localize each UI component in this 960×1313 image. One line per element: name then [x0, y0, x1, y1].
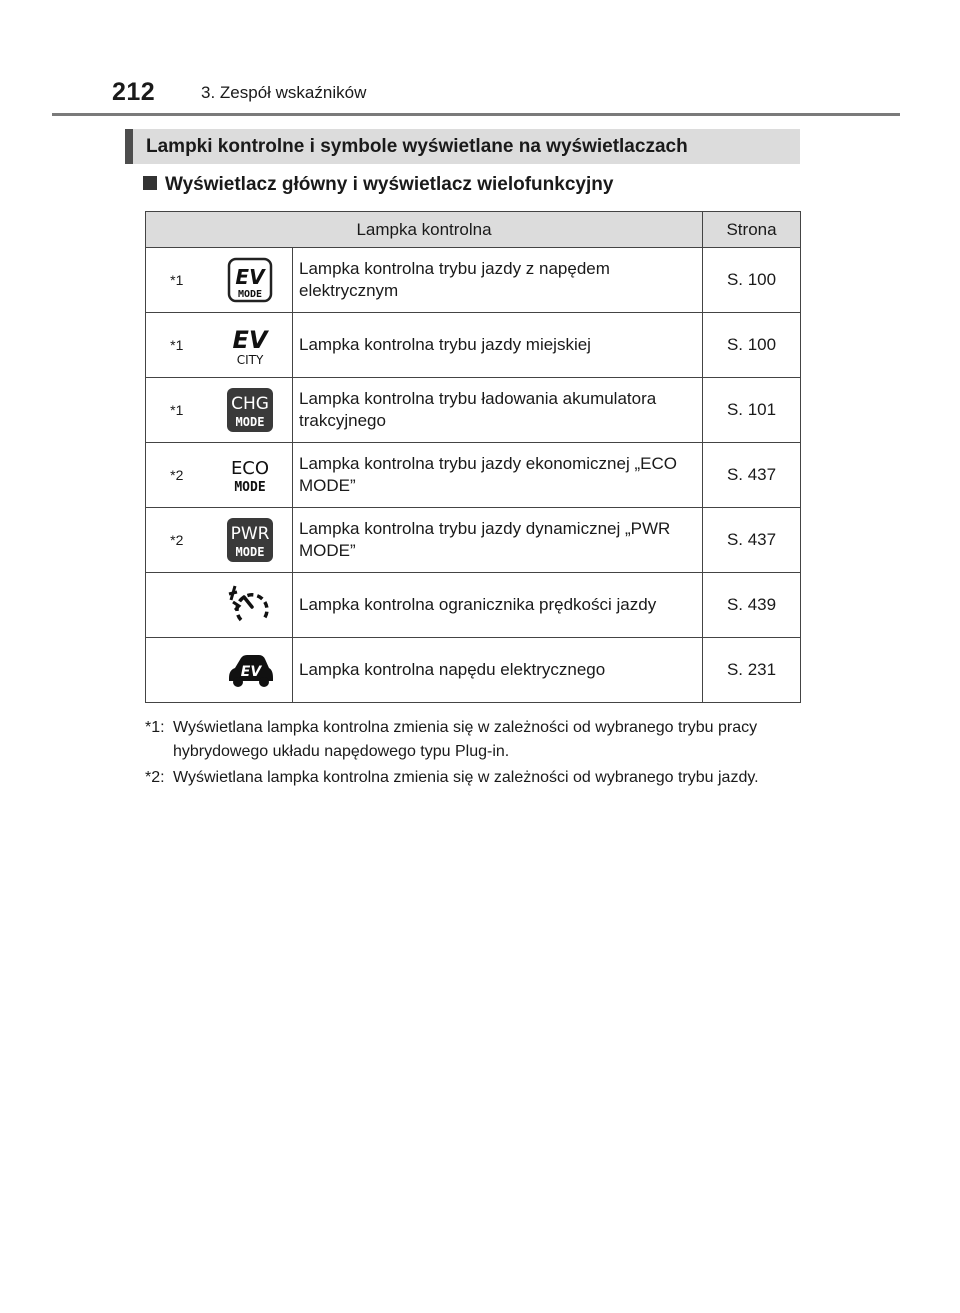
eco-mode-icon: [226, 452, 274, 498]
table-row: [146, 313, 801, 378]
indicator-description: Lampka kontrolna ogranicznika prędkości jazdy: [293, 573, 703, 638]
table-row: [146, 573, 801, 638]
footnote-mark: *2:: [145, 769, 165, 786]
chapter-title: 3. Zespół wskaźników: [201, 83, 367, 102]
footnote-marker: *2: [146, 508, 208, 573]
footnote-mark: *1:: [145, 719, 165, 736]
speed-limiter-icon: [225, 582, 275, 628]
subheading-text: Wyświetlacz główny i wyświetlacz wielofunkcyjny: [165, 174, 614, 195]
subheading: [143, 174, 613, 196]
chg-mode-icon: [226, 387, 274, 433]
svg-text:MODE: MODE: [235, 415, 265, 429]
table-row: [146, 378, 801, 443]
page-header: [0, 70, 960, 116]
column-header-indicator: Lampka kontrolna: [146, 212, 703, 248]
section-bar-accent: [125, 129, 133, 164]
page-reference: S. 439: [703, 573, 801, 638]
table-header-row: [146, 212, 801, 248]
svg-text:CITY: CITY: [236, 353, 264, 367]
ev-drive-icon: [225, 650, 275, 690]
footnote-text: Wyświetlana lampka kontrolna zmienia się w zależności od wybranego trybu jazdy.: [173, 769, 759, 786]
page-reference: S. 100: [703, 248, 801, 313]
footnote: [145, 716, 805, 764]
svg-text:CHG: CHG: [230, 394, 269, 414]
svg-text:ECO: ECO: [230, 458, 269, 479]
indicator-table: [145, 211, 801, 703]
svg-text:MODE: MODE: [237, 289, 262, 300]
indicator-description: Lampka kontrolna trybu jazdy miejskiej: [293, 313, 703, 378]
footnote-marker: [146, 638, 208, 703]
footnote: [145, 766, 805, 790]
svg-text:MODE: MODE: [235, 545, 265, 559]
page-reference: S. 101: [703, 378, 801, 443]
table-row: [146, 248, 801, 313]
footnote-marker: *1: [146, 248, 208, 313]
page-number: 212: [112, 78, 156, 106]
svg-text:EV: EV: [235, 265, 265, 289]
svg-text:MODE: MODE: [234, 480, 266, 495]
section-bar: [125, 129, 800, 164]
page-reference: S. 100: [703, 313, 801, 378]
table-row: [146, 508, 801, 573]
column-header-page: Strona: [703, 212, 801, 248]
page-reference: S. 231: [703, 638, 801, 703]
table-row: [146, 443, 801, 508]
footnote-marker: *1: [146, 378, 208, 443]
ev-city-icon: [227, 322, 273, 368]
page-reference: S. 437: [703, 443, 801, 508]
footnote-marker: [146, 573, 208, 638]
footnotes: [145, 716, 805, 792]
svg-text:EV: EV: [240, 664, 261, 680]
table-row: [146, 638, 801, 703]
square-bullet-icon: [143, 176, 157, 190]
ev-mode-icon: [227, 257, 273, 303]
indicator-description: Lampka kontrolna trybu jazdy z napędem elektrycznym: [293, 248, 703, 313]
indicator-description: Lampka kontrolna trybu ładowania akumulatora trakcyjnego: [293, 378, 703, 443]
indicator-description: Lampka kontrolna trybu jazdy ekonomicznej „ECO MODE”: [293, 443, 703, 508]
svg-text:PWR: PWR: [230, 524, 270, 544]
footnote-marker: *2: [146, 443, 208, 508]
header-rule: [52, 113, 900, 116]
indicator-description: Lampka kontrolna trybu jazdy dynamicznej „PWR MODE”: [293, 508, 703, 573]
pwr-mode-icon: [226, 517, 274, 563]
svg-text:EV: EV: [232, 326, 268, 354]
footnote-text: Wyświetlana lampka kontrolna zmienia się w zależności od wybranego trybu pracy hybrydowego układu napędowego typu Plug-in.: [173, 719, 758, 760]
indicator-description: Lampka kontrolna napędu elektrycznego: [293, 638, 703, 703]
section-title: Lampki kontrolne i symbole wyświetlane na wyświetlaczach: [146, 136, 688, 157]
footnote-marker: *1: [146, 313, 208, 378]
page-reference: S. 437: [703, 508, 801, 573]
